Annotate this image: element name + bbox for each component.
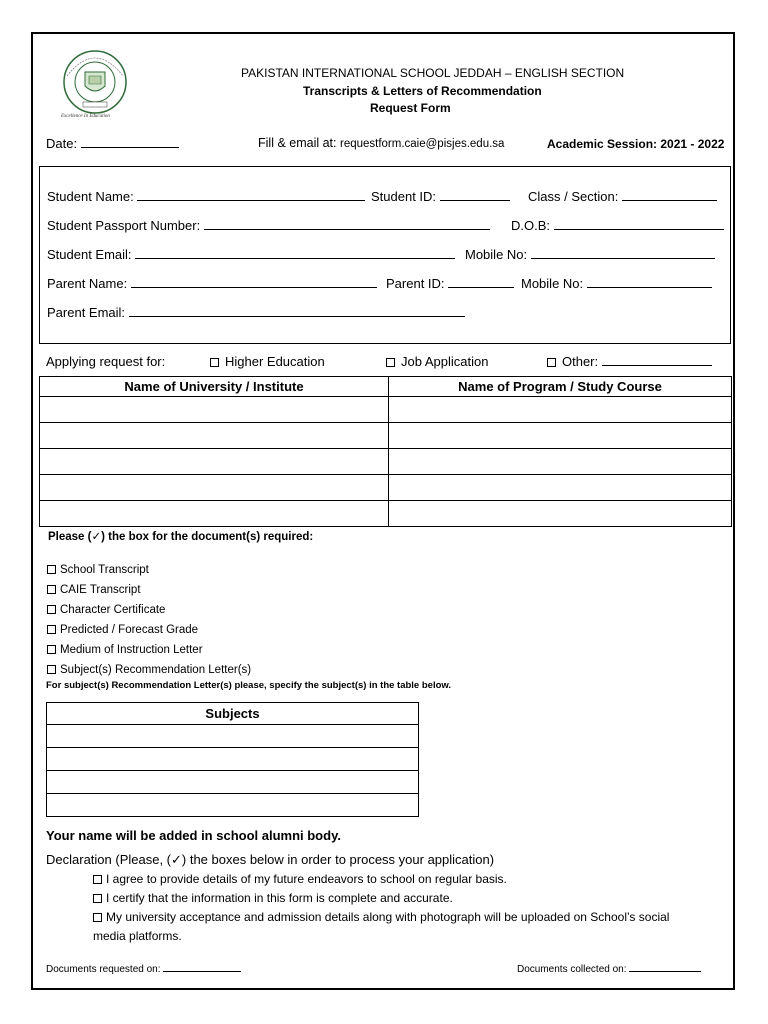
subjects-table bbox=[46, 702, 419, 817]
parent-email-label: Parent Email: bbox=[47, 305, 126, 320]
table-header-row bbox=[40, 377, 732, 397]
passport-line[interactable] bbox=[204, 218, 490, 230]
date-line[interactable] bbox=[81, 136, 179, 148]
table-cell[interactable] bbox=[40, 449, 389, 475]
parent-mobile-field[interactable] bbox=[521, 276, 712, 291]
option-label: Higher Education bbox=[225, 354, 325, 369]
table-cell[interactable] bbox=[47, 748, 419, 771]
option-job-application[interactable] bbox=[386, 354, 488, 369]
col-program: Name of Program / Study Course bbox=[389, 377, 732, 397]
declaration-item-continued: media platforms. bbox=[93, 929, 182, 943]
student-email-field[interactable] bbox=[47, 247, 455, 262]
class-section-field[interactable] bbox=[528, 189, 717, 204]
parent-mobile-line[interactable] bbox=[587, 276, 712, 288]
table-cell[interactable] bbox=[40, 475, 389, 501]
form-page bbox=[31, 32, 735, 990]
table-cell[interactable] bbox=[389, 475, 732, 501]
checkbox[interactable] bbox=[93, 913, 102, 922]
date-field[interactable] bbox=[46, 136, 179, 151]
checkbox[interactable] bbox=[210, 358, 219, 367]
alumni-notice: Your name will be added in school alumni body. bbox=[46, 828, 341, 843]
other-line[interactable] bbox=[602, 354, 712, 366]
doc-label: School Transcript bbox=[60, 564, 149, 576]
date-label: Date: bbox=[46, 136, 78, 151]
doc-item[interactable] bbox=[47, 640, 251, 660]
parent-mobile-label: Mobile No: bbox=[521, 276, 584, 291]
logo-motto: Excellence In Education bbox=[61, 114, 110, 119]
doc-item[interactable] bbox=[47, 600, 251, 620]
declaration-list bbox=[93, 870, 669, 946]
checkbox[interactable] bbox=[47, 585, 56, 594]
checkbox[interactable] bbox=[47, 645, 56, 654]
parent-name-label: Parent Name: bbox=[47, 276, 128, 291]
doc-item[interactable] bbox=[47, 620, 251, 640]
fill-label: Fill & email at: bbox=[258, 136, 337, 150]
request-label: Applying request for: bbox=[46, 354, 166, 369]
parent-id-field[interactable] bbox=[386, 276, 514, 291]
table-row bbox=[47, 748, 419, 771]
school-logo bbox=[53, 46, 137, 122]
table-cell[interactable] bbox=[47, 794, 419, 817]
parent-email-line[interactable] bbox=[129, 305, 465, 317]
student-name-label: Student Name: bbox=[47, 189, 134, 204]
doc-item[interactable] bbox=[47, 560, 251, 580]
table-cell[interactable] bbox=[40, 397, 389, 423]
university-table bbox=[39, 376, 732, 527]
table-cell[interactable] bbox=[389, 423, 732, 449]
checkbox[interactable] bbox=[47, 565, 56, 574]
student-id-field[interactable] bbox=[371, 189, 510, 204]
parent-id-line[interactable] bbox=[448, 276, 514, 288]
option-label: Job Application bbox=[401, 354, 489, 369]
class-section-line[interactable] bbox=[622, 189, 717, 201]
student-id-line[interactable] bbox=[440, 189, 510, 201]
table-row bbox=[40, 397, 732, 423]
table-cell[interactable] bbox=[40, 423, 389, 449]
checkbox[interactable] bbox=[93, 875, 102, 884]
parent-name-line[interactable] bbox=[131, 276, 377, 288]
table-cell[interactable] bbox=[40, 501, 389, 527]
student-name-field[interactable] bbox=[47, 189, 365, 204]
checkbox[interactable] bbox=[47, 605, 56, 614]
parent-name-field[interactable] bbox=[47, 276, 377, 291]
student-name-line[interactable] bbox=[137, 189, 365, 201]
checkbox[interactable] bbox=[47, 665, 56, 674]
student-mobile-label: Mobile No: bbox=[465, 247, 528, 262]
doc-label: Medium of Instruction Letter bbox=[60, 644, 203, 656]
passport-field[interactable] bbox=[47, 218, 490, 233]
table-row bbox=[40, 423, 732, 449]
docs-heading: Please (✓) the box for the document(s) required: bbox=[48, 531, 314, 543]
checkbox[interactable] bbox=[386, 358, 395, 367]
declaration-item[interactable] bbox=[93, 870, 669, 889]
option-label: Other: bbox=[562, 354, 599, 369]
table-row bbox=[40, 501, 732, 527]
request-row bbox=[46, 354, 165, 369]
table-row bbox=[47, 794, 419, 817]
requested-line[interactable] bbox=[163, 962, 241, 972]
table-row bbox=[40, 449, 732, 475]
school-name: PAKISTAN INTERNATIONAL SCHOOL JEDDAH – ENGLISH SECTION bbox=[241, 66, 625, 80]
checkbox[interactable] bbox=[547, 358, 556, 367]
declaration-item[interactable] bbox=[93, 908, 669, 927]
documents-requested-field[interactable] bbox=[46, 962, 241, 975]
documents-collected-field[interactable] bbox=[517, 962, 701, 975]
student-email-label: Student Email: bbox=[47, 247, 132, 262]
collected-label: Documents collected on: bbox=[517, 964, 627, 975]
collected-line[interactable] bbox=[629, 962, 701, 972]
option-other[interactable] bbox=[547, 354, 712, 369]
doc-label: CAIE Transcript bbox=[60, 584, 141, 596]
request-email: requestform.caie@pisjes.edu.sa bbox=[339, 138, 505, 150]
doc-label: Subject(s) Recommendation Letter(s) bbox=[60, 664, 252, 676]
student-info-box bbox=[39, 166, 731, 344]
declaration-text: I agree to provide details of my future endeavors to school on regular basis. bbox=[106, 872, 507, 886]
fill-instruction bbox=[258, 136, 504, 150]
table-cell[interactable] bbox=[47, 725, 419, 748]
col-subjects: Subjects bbox=[47, 703, 419, 725]
declaration-text: I certify that the information in this form is complete and accurate. bbox=[106, 891, 453, 905]
checkbox[interactable] bbox=[47, 625, 56, 634]
docs-list bbox=[47, 560, 251, 680]
passport-label: Student Passport Number: bbox=[47, 218, 201, 233]
col-university: Name of University / Institute bbox=[40, 377, 389, 397]
table-row bbox=[47, 725, 419, 748]
class-section-label: Class / Section: bbox=[528, 189, 619, 204]
doc-item[interactable] bbox=[47, 580, 251, 600]
table-row bbox=[40, 475, 732, 501]
academic-session: Academic Session: 2021 - 2022 bbox=[547, 137, 725, 151]
dob-line[interactable] bbox=[554, 218, 724, 230]
table-row bbox=[47, 771, 419, 794]
table-cell[interactable] bbox=[389, 449, 732, 475]
subjects-note: For subject(s) Recommendation Letter(s) please, specify the subject(s) in the table below. bbox=[46, 680, 452, 691]
student-mobile-field[interactable] bbox=[465, 247, 715, 262]
dob-label: D.O.B: bbox=[511, 218, 551, 233]
form-title: Transcripts & Letters of Recommendation bbox=[303, 84, 542, 98]
checkbox[interactable] bbox=[93, 894, 102, 903]
student-id-label: Student ID: bbox=[371, 189, 437, 204]
student-email-line[interactable] bbox=[135, 247, 455, 259]
requested-label: Documents requested on: bbox=[46, 964, 161, 975]
declaration-heading: Declaration (Please, (✓) the boxes below in order to process your application) bbox=[46, 852, 495, 867]
option-higher-education[interactable] bbox=[210, 354, 325, 369]
form-subtitle: Request Form bbox=[370, 101, 451, 115]
table-cell[interactable] bbox=[47, 771, 419, 794]
table-cell[interactable] bbox=[389, 397, 732, 423]
table-cell[interactable] bbox=[389, 501, 732, 527]
dob-field[interactable] bbox=[511, 218, 724, 233]
doc-label: Predicted / Forecast Grade bbox=[60, 624, 199, 636]
declaration-text: My university acceptance and admission details along with photograph will be uploaded on School’s social bbox=[106, 910, 670, 924]
doc-label: Character Certificate bbox=[60, 604, 166, 616]
declaration-item[interactable] bbox=[93, 889, 669, 908]
parent-id-label: Parent ID: bbox=[386, 276, 445, 291]
table-header-row bbox=[47, 703, 419, 725]
parent-email-field[interactable] bbox=[47, 305, 465, 320]
doc-item[interactable] bbox=[47, 660, 251, 680]
student-mobile-line[interactable] bbox=[531, 247, 715, 259]
